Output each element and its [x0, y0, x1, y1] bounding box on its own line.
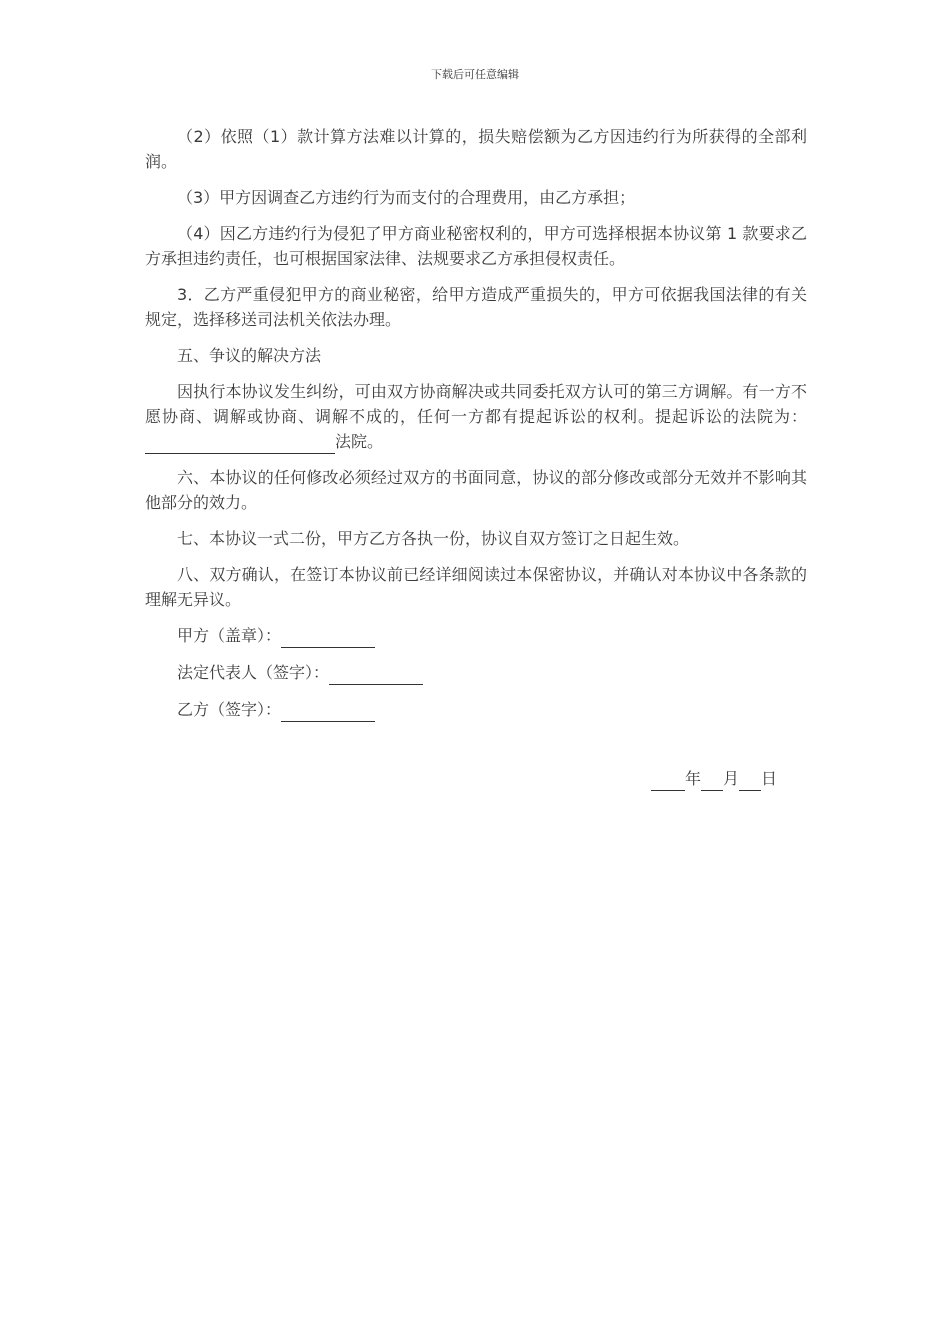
- legal-rep-label: 法定代表人（签字）：: [177, 663, 330, 682]
- document-body: [145, 124, 807, 734]
- legal-rep-blank[interactable]: [329, 666, 423, 685]
- section-8: 八、双方确认，在签订本协议前已经详细阅读过本保密协议，并确认对本协议中各条款的理解无异议。: [145, 565, 807, 609]
- clause-2-4: （4）因乙方违约行为侵犯了甲方商业秘密权利的，甲方可选择根据本协议第 1 款要求乙方承担违约责任，也可根据国家法律、法规要求乙方承担侵权责任。: [145, 224, 807, 268]
- party-a-blank[interactable]: [281, 629, 375, 648]
- dispute-clause-end: 法院。: [335, 432, 384, 451]
- page-header-note: 下载后可任意编辑: [431, 68, 519, 81]
- party-b-blank[interactable]: [281, 703, 375, 722]
- court-name-blank[interactable]: [145, 435, 335, 454]
- clause-2-2: （2）依照（1）款计算方法难以计算的，损失赔偿额为乙方因违约行为所获得的全部利润。: [145, 127, 807, 171]
- party-b-signature-line: [145, 697, 807, 722]
- dispute-clause-text: 因执行本协议发生纠纷，可由双方协商解决或共同委托双方认可的第三方调解。有一方不愿协商、调解或协商、调解不成的，任何一方都有提起诉讼的权利。提起诉讼的法院为：: [145, 382, 807, 426]
- party-b-label: 乙方（签字）：: [177, 700, 282, 719]
- month-label: 月: [723, 769, 740, 788]
- year-label: 年: [685, 769, 702, 788]
- section-7: 七、本协议一式二份，甲方乙方各执一份，协议自双方签订之日起生效。: [177, 529, 690, 548]
- clause-2-3: （3）甲方因调查乙方违约行为而支付的合理费用，由乙方承担；: [177, 188, 636, 207]
- dispute-resolution-clause: [145, 379, 807, 454]
- clause-3: 3．乙方严重侵犯甲方的商业秘密，给甲方造成严重损失的，甲方可依据我国法律的有关规定，选择移送司法机关依法办理。: [145, 285, 807, 329]
- day-label: 日: [761, 769, 778, 788]
- party-a-signature-line: [145, 623, 807, 648]
- section-5-title: 五、争议的解决方法: [177, 346, 322, 365]
- year-blank[interactable]: [651, 772, 685, 791]
- party-a-label: 甲方（盖章）：: [177, 626, 282, 645]
- day-blank[interactable]: [739, 772, 761, 791]
- date-line: [651, 766, 777, 791]
- section-6: 六、本协议的任何修改必须经过双方的书面同意，协议的部分修改或部分无效并不影响其他部分的效力。: [145, 468, 807, 512]
- legal-rep-signature-line: [145, 660, 807, 685]
- month-blank[interactable]: [701, 772, 723, 791]
